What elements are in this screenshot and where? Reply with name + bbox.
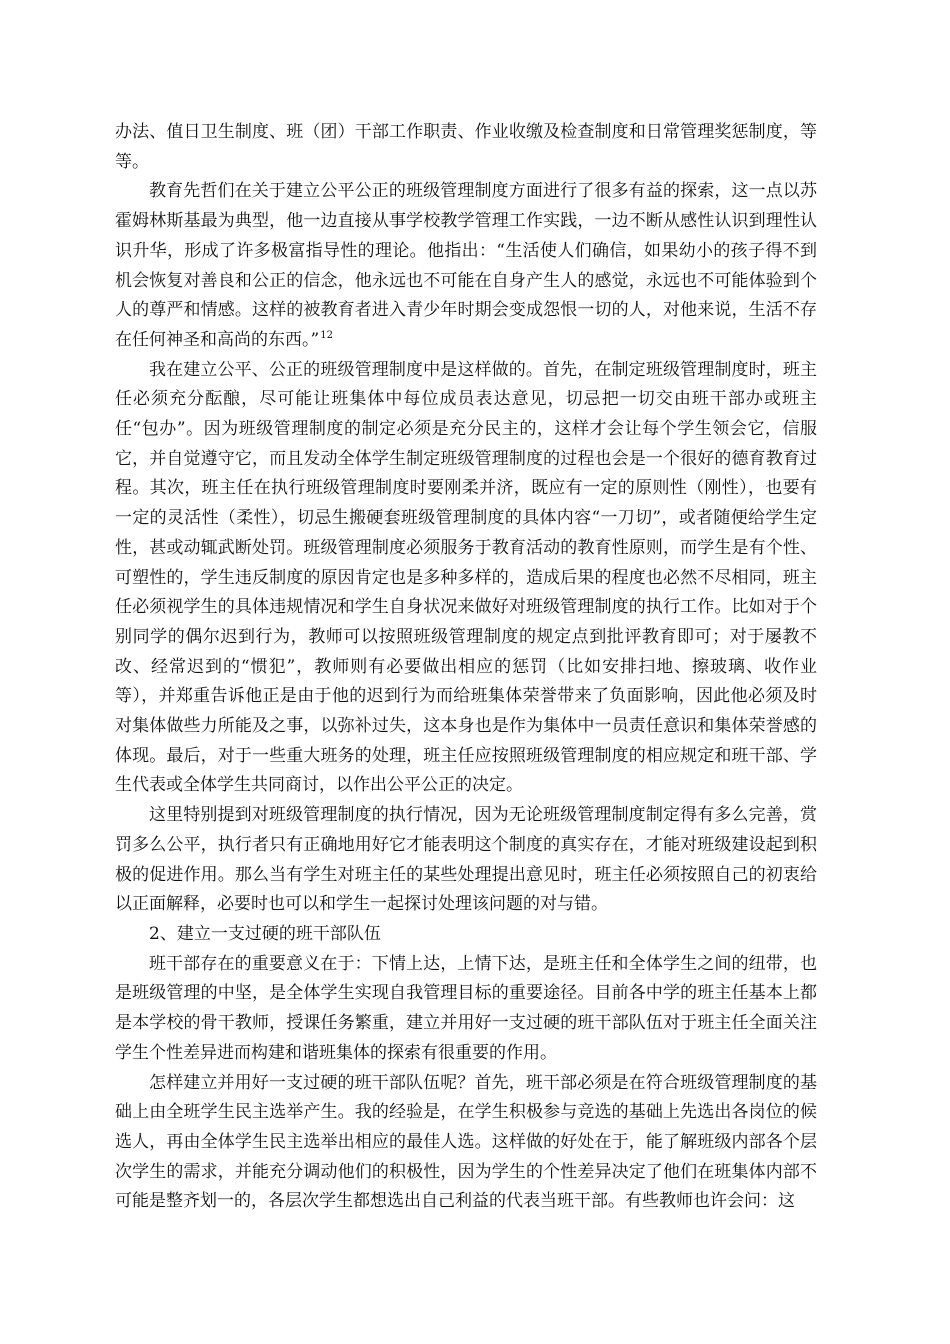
paragraph-continuation: 办法、值日卫生制度、班（团）干部工作职责、作业收缴及检查制度和日常管理奖惩制度，等等。 [115, 122, 817, 172]
document-page [115, 118, 817, 1217]
paragraph-sukhomlinsky-quote [115, 177, 817, 355]
section-heading-class-cadres: 2、建立一支过硬的班干部队伍 [149, 923, 381, 944]
paragraph-fair-system-practice: 我在建立公平、公正的班级管理制度中是这样做的。首先，在制定班级管理制度时，班主任必须充分酝酿，尽可能让班集体中每位成员表达意见，切忌把一切交由班干部办或班主任“包办”。因为班级管理制度的制定必须是充分民主的，这样才会让每个学生领会它，信服它，并自觉遵守它，而且发动全体学生制定班级管理制度的过程也会是一个很好的德育教育过程。其次，班主任在执行班级管理制度时要刚柔并济，既应有一定的原则性（刚性），也要有一定的灵活性（柔性），切忌生搬硬套班级管理制度的具体内容“一刀切”，或者随便给学生定性，甚或动辄武断处罚。班级管理制度必须服务于教育活动的教育性原则，而学生是有个性、可塑性的，学生违反制度的原因肯定也是多种多样的，造成后果的程度也必然不尽相同，班主任必须视学生的具体违规情况和学生自身状况来做好对班级管理制度的执行工作。比如对于个别同学的偶尔迟到行为，教师可以按照班级管理制度的规定点到批评教育即可；对于屡教不改、经常迟到的“惯犯”，教师则有必要做出相应的惩罚（比如安排扫地、擦玻璃、收作业等），并郑重告诉他正是由于他的迟到行为而给班集体荣誉带来了负面影响，因此他必须及时对集体做些力所能及之事，以弥补过失，这本身也是作为集体中一员责任意识和集体荣誉感的体现。最后，对于一些重大班务的处理，班主任应按照班级管理制度的相应规定和班干部、学生代表或全体学生共同商讨，以作出公平公正的决定。 [115, 359, 817, 796]
paragraph-cadre-importance: 班干部存在的重要意义在于：下情上达，上情下达，是班主任和全体学生之间的纽带，也是班级管理的中坚，是全体学生实现自我管理目标的重要途径。目前各中学的班主任基本上都是本学校的骨干教师，授课任务繁重，建立并用好一支过硬的班干部队伍对于班主任全面关注学生个性差异进而构建和谐班集体的探索有很重要的作用。 [115, 953, 817, 1063]
paragraph-text: 教育先哲们在关于建立公平公正的班级管理制度方面进行了很多有益的探索，这一点以苏霍姆林斯基最为典型，他一边直接从事学校教学管理工作实践，一边不断从感性认识到理性认识升华，形成了许多极富指导性的理论。他指出：“生活使人们确信，如果幼小的孩子得不到机会恢复对善良和公正的信念，他永远也不可能在自身产生人的感觉，永远也不可能体验到个人的尊严和情感。这样的被教育者进入青少年时期会变成怨恨一切的人，对他来说，生活不存在任何神圣和高尚的东西。” [115, 181, 817, 350]
paragraph-system-execution: 这里特别提到对班级管理制度的执行情况，因为无论班级管理制度制定得有多么完善，赏罚多么公平，执行者只有正确地用好它才能表明这个制度的真实存在，才能对班级建设起到积极的促进作用。那么当有学生对班主任的某些处理提出意见时，班主任必须按照自己的初衷给以正面解释，必要时也可以和学生一起探讨处理该问题的对与错。 [115, 805, 817, 915]
footnote-reference[interactable]: 12 [320, 330, 333, 342]
paragraph-cadre-election: 怎样建立并用好一支过硬的班干部队伍呢？首先，班干部必须是在符合班级管理制度的基础上由全班学生民主选举产生。我的经验是，在学生积极参与竞选的基础上先选出各岗位的候选人，再由全体学生民主选举出相应的最佳人选。这样做的好处在于，能了解班级内部各个层次学生的需求，并能充分调动他们的积极性，因为学生的个性差异决定了他们在班集体内部不可能是整齐划一的，各层次学生都想选出自己利益的代表当班干部。有些教师也许会问：这 [115, 1072, 817, 1212]
